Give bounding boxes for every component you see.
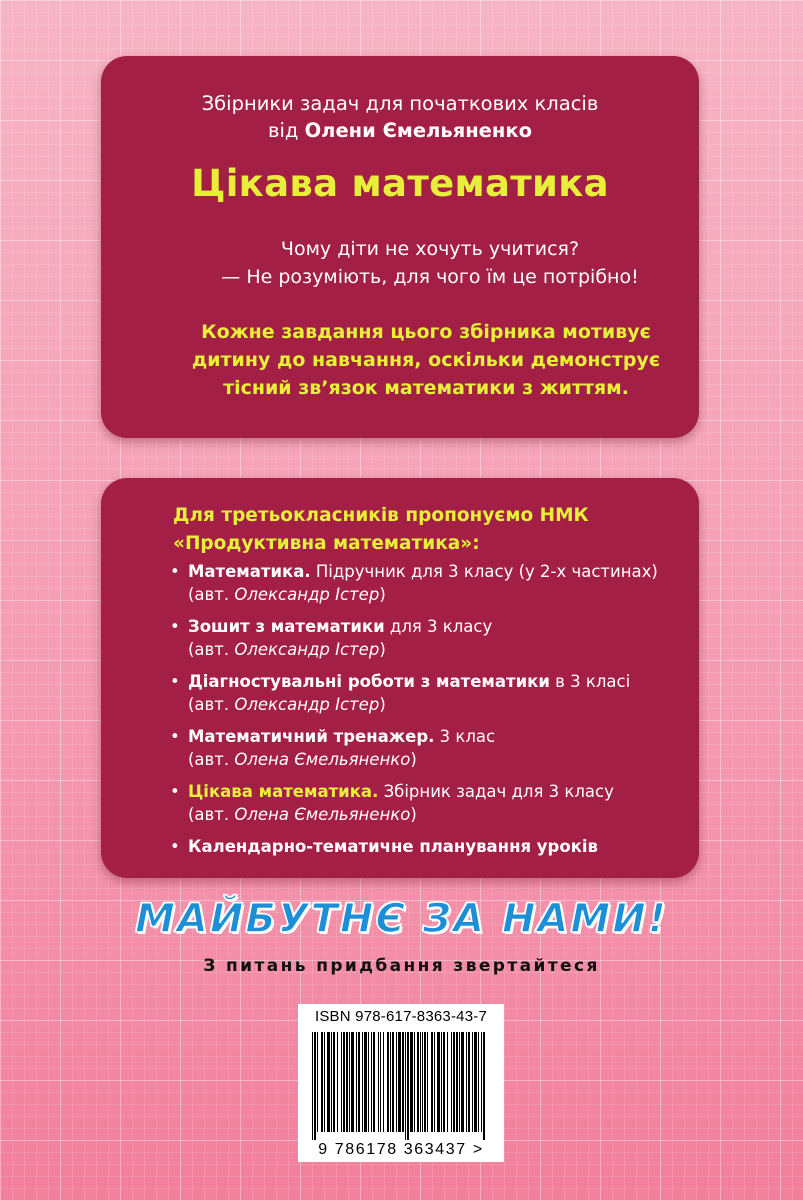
question-text	[101, 235, 699, 291]
book-author-line	[188, 693, 658, 716]
contact-line: З питань придбання звертайтеся	[203, 956, 600, 976]
intro-text	[101, 90, 699, 144]
intro-line-1: Збірники задач для початкових класів	[201, 92, 599, 115]
book-name: Діагностувальні роботи з математики	[188, 672, 550, 691]
book-author: Олександр Істер	[234, 585, 380, 604]
author-prefix: (авт.	[188, 750, 235, 769]
barcode-digits: 9 786178 363437 >	[318, 1141, 484, 1158]
intro-author: Олени Ємельяненко	[304, 119, 533, 142]
bullet-icon: •	[170, 672, 180, 691]
barcode-bar	[341, 1032, 342, 1132]
barcode-bar	[443, 1032, 445, 1132]
barcode-bar	[368, 1032, 369, 1132]
barcode-bar	[437, 1032, 440, 1132]
book-desc: 3 клас	[434, 727, 496, 746]
author-prefix: (авт.	[188, 805, 235, 824]
barcode-bar	[333, 1032, 335, 1132]
book-name: Математичний тренажер.	[188, 727, 435, 746]
book-desc: для 3 класу	[384, 617, 493, 636]
series-heading-line-2: «Продуктивна математика»:	[173, 533, 480, 554]
author-suffix: )	[410, 805, 417, 824]
series-heading-line-1: Для третьокласників пропонуємо НМК	[173, 505, 589, 526]
barcode-bar	[481, 1032, 482, 1132]
barcode-bar	[422, 1032, 423, 1132]
barcode-bar	[453, 1032, 455, 1132]
barcode-bar	[474, 1032, 477, 1132]
barcode-bar	[362, 1032, 363, 1132]
barcode-bar	[317, 1032, 318, 1132]
barcode-bar	[346, 1032, 348, 1132]
barcode-bar	[364, 1032, 367, 1132]
book-item	[170, 615, 658, 661]
bullet-icon: •	[170, 782, 180, 801]
book-item	[170, 725, 658, 771]
author-suffix: )	[379, 695, 386, 714]
isbn-text: ISBN 978-617-8363-43-7	[314, 1008, 487, 1025]
book-desc: Збірник задач для 3 класу	[378, 782, 614, 801]
book-author-line	[188, 748, 658, 771]
barcode-bar	[351, 1032, 354, 1132]
book-author: Олена Ємельяненко	[234, 805, 411, 824]
barcode-bar	[378, 1032, 379, 1132]
barcode-bar	[456, 1032, 458, 1132]
barcode-bar	[349, 1032, 350, 1132]
author-suffix: )	[379, 640, 386, 659]
author-suffix: )	[410, 750, 417, 769]
barcode-bar	[420, 1032, 421, 1132]
intro-panel	[101, 56, 699, 438]
book-name: Цікава математика.	[188, 782, 379, 801]
book-author: Олександр Істер	[234, 695, 380, 714]
author-suffix: )	[379, 585, 386, 604]
barcode-bar	[447, 1032, 448, 1132]
book-name: Математика.	[188, 562, 311, 581]
book-author-line	[188, 803, 658, 826]
barcode-bar	[424, 1032, 426, 1132]
book-name: Календарно-тематичне планування уроків	[188, 837, 599, 856]
barcode-bar	[427, 1032, 428, 1132]
barcode-bar	[371, 1032, 372, 1132]
barcode-bar	[410, 1032, 413, 1132]
barcode-bar	[387, 1032, 389, 1132]
book-author: Олександр Істер	[234, 640, 380, 659]
barcode-bar	[396, 1032, 397, 1132]
barcode-bar	[314, 1032, 316, 1140]
barcode-bar	[373, 1032, 375, 1132]
slogan: МАЙБУТНЄ ЗА НАМИ!	[135, 896, 668, 942]
book-item	[170, 560, 658, 606]
barcode-bar	[398, 1032, 401, 1132]
barcode-bar	[383, 1032, 384, 1132]
author-prefix: (авт.	[188, 640, 235, 659]
motivation-line-3: тісний зв’язок математики з життям.	[223, 377, 629, 399]
barcode-bar	[343, 1032, 345, 1132]
author-prefix: (авт.	[188, 585, 235, 604]
book-item	[170, 670, 658, 716]
barcode-bar	[407, 1032, 409, 1140]
barcode-bar	[468, 1032, 470, 1132]
book-desc: в 3 класі	[549, 672, 631, 691]
book-item	[170, 780, 658, 826]
motivation-text	[101, 318, 699, 402]
barcode-bar	[390, 1032, 391, 1132]
barcode-bar	[392, 1032, 394, 1132]
bullet-icon: •	[170, 837, 180, 856]
barcode-bar	[405, 1032, 406, 1140]
barcode-bar	[478, 1032, 479, 1132]
motivation-line-2: дитину до навчання, оскільки демонструє	[191, 349, 661, 371]
barcode-bar	[441, 1032, 442, 1132]
barcode-bar	[459, 1032, 460, 1132]
book-author-line	[188, 638, 658, 661]
barcode-bar	[312, 1032, 313, 1140]
barcode-bar	[356, 1032, 357, 1132]
bullet-icon: •	[170, 562, 180, 581]
book-item	[170, 835, 658, 858]
question-line-1: Чому діти не хочуть учитися?	[280, 238, 580, 260]
barcode-bar	[380, 1032, 381, 1132]
barcode-bar	[451, 1032, 452, 1132]
bullet-icon: •	[170, 727, 180, 746]
book-author-line	[188, 583, 658, 606]
author-prefix: (авт.	[188, 695, 235, 714]
book-title: Цікава математика	[191, 162, 609, 205]
barcode-bar	[434, 1032, 435, 1132]
barcode-bar	[324, 1032, 325, 1132]
intro-line-2	[101, 117, 699, 144]
barcode-bar	[461, 1032, 464, 1132]
intro-prefix: від	[267, 119, 299, 142]
book-author: Олена Ємельяненко	[234, 750, 411, 769]
barcode-bar	[431, 1032, 433, 1132]
barcode-icon	[310, 1032, 492, 1140]
book-name: Зошит з математики	[188, 617, 385, 636]
barcode-bar	[466, 1032, 467, 1132]
barcode-bar	[402, 1032, 404, 1132]
barcode-bar	[417, 1032, 419, 1132]
question-line-2: — Не розуміють, для чого їм це потрібно!	[221, 266, 639, 288]
barcode-bar	[321, 1032, 323, 1132]
motivation-line-1: Кожне завдання цього збірника мотивує	[201, 321, 651, 343]
series-heading	[173, 502, 589, 558]
barcode-bar	[358, 1032, 360, 1132]
barcode-bar	[483, 1032, 485, 1140]
barcode-bar	[472, 1032, 473, 1132]
bullet-icon: •	[170, 617, 180, 636]
book-desc: Підручник для 3 класу (у 2-х частинах)	[310, 562, 658, 581]
barcode-bar	[337, 1032, 338, 1132]
series-panel	[101, 478, 699, 878]
barcode-label	[298, 1004, 504, 1162]
barcode-bar	[327, 1032, 330, 1132]
barcode-bar	[331, 1032, 332, 1132]
book-list	[170, 560, 658, 867]
barcode-bar	[414, 1032, 415, 1132]
